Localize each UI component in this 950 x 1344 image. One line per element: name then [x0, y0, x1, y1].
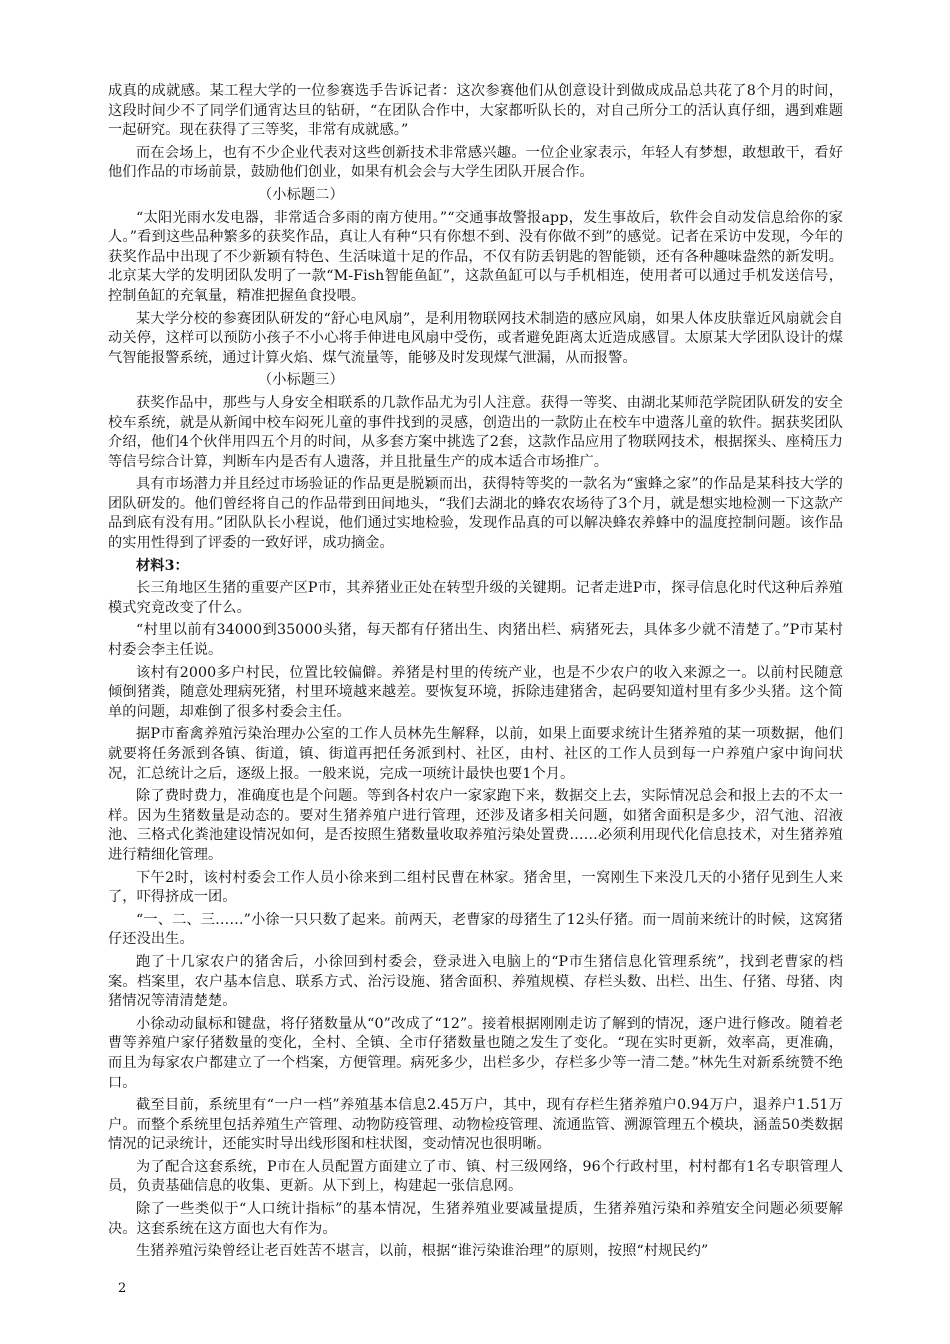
- subtitle-two: （小标题二）: [258, 186, 344, 203]
- page-number: 2: [118, 1281, 127, 1296]
- paragraph-1: 成真的成就感。某工程大学的一位参赛选手告诉记者：这次参赛他们从创意设计到做成成品总共花了8个月的时间，这段时间少不了同学们通宵达旦的钻研，“在团队合作中，大家都听队长的，对自己所分工的活认真仔细，遇到难题一起研究。现在获得了三等奖，非常有成就感。”: [108, 83, 843, 139]
- paragraph-12: 下午2时，该村村委会工作人员小徐来到二组村民曹在林家。猪舍里，一窝刚生下来没几天的小猪仔见到生人来了，吓得挤成一团。: [108, 869, 843, 906]
- subtitle-three: （小标题三）: [258, 372, 344, 389]
- paragraph-9: 该村有2000多户村民，位置比较偏僻。养猪是村里的传统产业，也是不少农户的收入来源之一。以前村民随意倾倒猪粪，随意处理病死猪，村里环境越来越差。要恢复环境，拆除违建猪舍，起码要知道村里有多少头猪。这个简单的问题，却难倒了很多村委会主任。: [108, 664, 843, 720]
- paragraph-17: 为了配合这套系统，P市在人员配置方面建立了市、镇、村三级网络，96个行政村里，村村都有1名专职管理人员，负责基础信息的收集、更新。从下到上，构建起一张信息网。: [108, 1158, 843, 1195]
- paragraph-2: 而在会场上，也有不少企业代表对这些创新技术非常感兴趣。一位企业家表示，年轻人有梦想，敢想敢干，看好他们作品的市场前景，鼓励他们创业，如果有机会会与大学生团队开展合作。: [108, 144, 843, 181]
- paragraph-10: 据P市畜禽养殖污染治理办公室的工作人员林先生解释，以前，如果上面要求统计生猪养殖的某一项数据，他们就要将任务派到各镇、街道，镇、街道再把任务派到村、社区，由村、社区的工作人员到每一户养殖户家中询问状况，汇总统计之后，逐级上报。一般来说，完成一项统计最快也要1个月。: [108, 726, 843, 782]
- paragraph-13: “一、二、三……”小徐一只只数了起来。前两天，老曹家的母猪生了12头仔猪。而一周前来统计的时候，这窝猪仔还没出生。: [108, 911, 843, 948]
- paragraph-14: 跑了十几家农户的猪舍后，小徐回到村委会，登录进入电脑上的“P市生猪信息化管理系统”，找到老曹家的档案。档案里，农户基本信息、联系方式、治污设施、猪舍面积、养殖规模、存栏头数、出栏、出生、仔猪、母猪、肉猪情况等清清楚楚。: [108, 953, 843, 1010]
- paragraph-19: 生猪养殖污染曾经让老百姓苦不堪言，以前，根据“谁污染谁治理”的原则，按照“村规民约”: [136, 1243, 709, 1260]
- paragraph-5: 获奖作品中，那些与人身安全相联系的几款作品尤为引人注意。获得一等奖、由湖北某师范学院团队研发的安全校车系统，就是从新闻中校车闷死儿童的事件找到的灵感，创造出的一款防止在校车中遗落儿童的软件。据获奖团队介绍，他们4个伙伴用四五个月的时间，从多套方案中挑选了2套，这款作品应用了物联网技术，根据探头、座椅压力等信号综合计算，判断车内是否有人遗落，并且批量生产的成本适合市场推广。: [108, 394, 843, 470]
- paragraph-7: 长三角地区生猪的重要产区P市，其养猪业正处在转型升级的关键期。记者走进P市，探寻信息化时代这种后养殖模式究竟改变了什么。: [108, 580, 843, 616]
- paragraph-3: “太阳光雨水发电器，非常适合多雨的南方使用。”“交通事故警报app，发生事故后，软件会自动发信息给你的家人。”看到这些品种繁多的获奖作品，真让人有种“只有你想不到、没有你做不到”的感觉。记者在采访中发现，今年的获奖作品中出现了不少新颖有特色、生活味道十足的作品，不仅有防丢钥匙的智能锁，还有各种趣味盎然的新发明。北京某大学的发明团队发明了一款“M-Fish智能鱼缸”，这款鱼缸可以与手机相连，使用者可以通过手机发送信号，控制鱼缸的充氧量，精准把握鱼食投喂。: [108, 209, 843, 304]
- paragraph-18: 除了一些类似于“人口统计指标”的基本情况，生猪养殖业要减量提质，生猪养殖污染和养殖安全问题必须要解决。这套系统在这方面也大有作为。: [108, 1201, 843, 1237]
- paragraph-16: 截至目前，系统里有“一户一档”养殖基本信息2.45万户，其中，现有存栏生猪养殖户0.94万户，退养户1.51万户。而整个系统里包括养殖生产管理、动物防疫管理、动物检疫管理、流通监管、溯源管理五个模块，涵盖50类数据情况的记录统计，还能实时导出线形图和柱状图，变动情况也很明晰。: [108, 1097, 843, 1153]
- paragraph-15: 小徐动动鼠标和键盘，将仔猪数量从“0”改成了“12”。接着根据刚刚走访了解到的情况，逐户进行修改。随着老曹等养殖户家仔猪数量的变化，全村、全镇、全市仔猪数量也随之发生了变化。“现在实时更新，效率高，更准确，而且为每家农户都建立了一个档案，方便管理。病死多少，出栏多少，存栏多少等一清二楚。”林先生对新系统赞不绝口。: [108, 1015, 843, 1091]
- paragraph-6: 具有市场潜力并且经过市场验证的作品更是脱颖而出，获得特等奖的一款名为“蜜蜂之家”的作品是某科技大学的团队研发的。他们曾经将自己的作品带到田间地头，“我们去湖北的蜂农农场待了3个月，就是想实地检测一下这款产品到底有没有用。”团队队长小程说，他们通过实地检验，发现作品真的可以解决蜂农养蜂中的温度控制问题。该作品的实用性得到了评委的一致好评，成功摘金。: [108, 476, 843, 552]
- paragraph-4: 某大学分校的参赛团队研发的“舒心电风扇”，是利用物联网技术制造的感应风扇，如果人体皮肤靠近风扇就会自动关停，这样可以预防小孩子不小心将手伸进电风扇中受伤，或者避免距离太近造成感冒。太原某大学团队设计的煤气智能报警系统，通过计算火焰、煤气流量等，能够及时发现煤气泄漏，从而报警。: [108, 310, 843, 366]
- paragraph-8: “村里以前有34000到35000头猪，每天都有仔猪出生、肉猪出栏、病猪死去，具体多少就不清楚了。”P市某村村委会李主任说。: [108, 622, 843, 659]
- document-body: [108, 82, 843, 1265]
- paragraph-11: 除了费时费力，准确度也是个问题。等到各村农户一家家跑下来，数据交上去，实际情况总会和报上去的不太一样。因为生猪数量是动态的。要对生猪养殖户进行管理，还涉及诸多相关问题，如猪舍面积是多少，沼气池、沼液池、三格式化粪池建设情况如何，是否按照生猪数量收取养殖污染处置费……必须利用现代化信息技术，对生猪养殖进行精细化管理。: [108, 788, 843, 863]
- material-3-heading: 材料3：: [136, 557, 189, 574]
